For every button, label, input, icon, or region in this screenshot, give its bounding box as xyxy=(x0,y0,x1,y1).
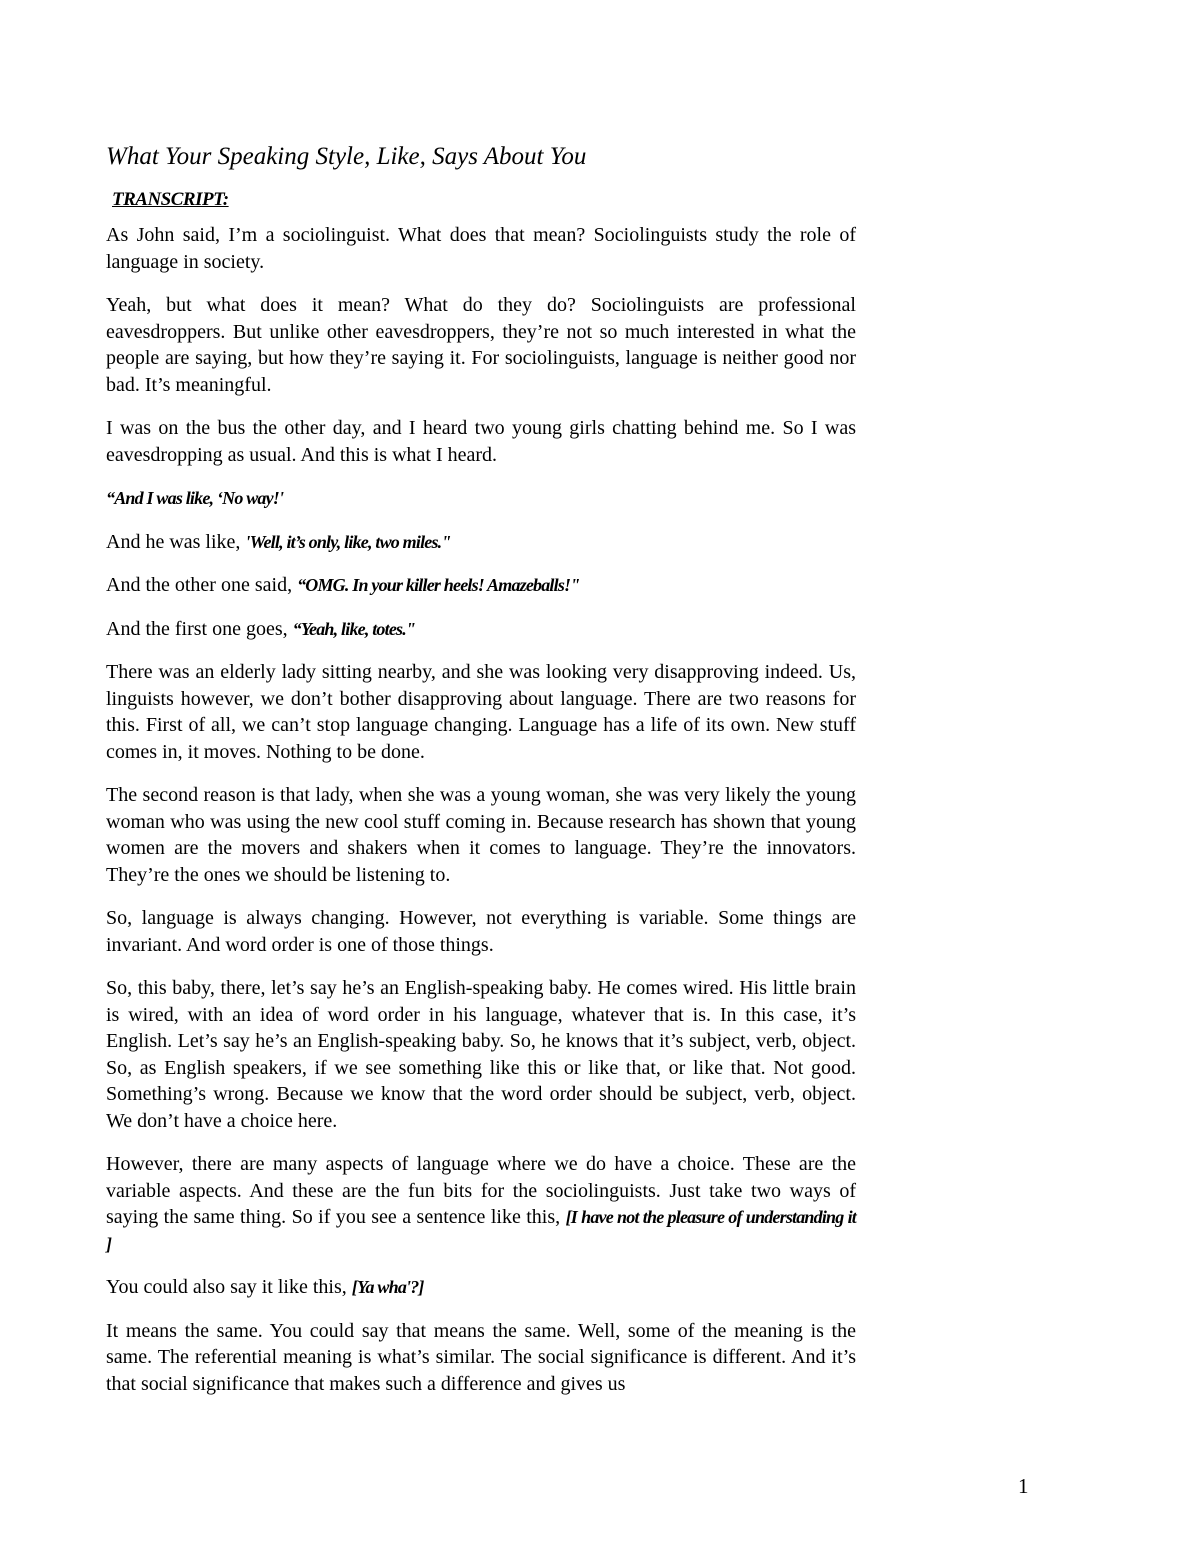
paragraph-14: It means the same. You could say that means the same. Well, some of the meaning is the same. The referential meaning is what’s similar. The social significance is different. And it’s that social significance that makes such a difference and gives us xyxy=(106,1319,856,1395)
quote-intro: And the first one goes, xyxy=(106,617,293,640)
paragraph-3: I was on the bus the other day, and I heard two young girls chatting behind me. So I was eavesdropping as usual. And this is what I heard. xyxy=(106,417,856,466)
paragraph-1: As John said, I’m a sociolinguist. What does that mean? Sociolinguists study the role of language in society. xyxy=(106,224,856,273)
quote-line-2 xyxy=(106,529,856,556)
paragraph-12 xyxy=(106,1151,856,1257)
paragraph-2: Yeah, but what does it mean? What do they do? Sociolinguists are professional eavesdroppers. But unlike other eavesdroppers, they’re not so much interested in what the people are saying, but how they’re saying it. For sociolinguists, language is neither good nor bad. It’s meaningful. xyxy=(106,294,856,396)
paragraph-10: So, language is always changing. However, not everything is variable. Some things are invariant. And word order is one of those things. xyxy=(106,907,856,956)
quote-line-3 xyxy=(106,572,856,599)
page-content xyxy=(106,140,856,1414)
quote-text: “Yeah, like, totes." xyxy=(292,618,416,639)
quote-text: “OMG. In your killer heels! Amazeballs!" xyxy=(297,575,580,595)
quote-text: 'Well, it’s only, like, two miles." xyxy=(245,531,451,552)
quote-intro: And the other one said, xyxy=(106,574,298,596)
quote-text: [I have not the pleasure of understanding it ] xyxy=(106,1207,856,1254)
paragraph-text: However, there are many aspects of language where we do have a choice. These are the variable aspects. And these are the fun bits for the sociolinguists. Just take two ways of saying the same thing. So if you see a sentence like this, xyxy=(106,1153,856,1228)
quote-intro: And he was like, xyxy=(106,530,246,553)
transcript-heading: TRANSCRIPT: xyxy=(112,189,229,210)
quote-text: [Ya wha'?] xyxy=(351,1277,424,1297)
quote-line-4 xyxy=(106,616,856,643)
page-number: 1 xyxy=(1018,1474,1029,1498)
paragraph-8: There was an elderly lady sitting nearby, and she was looking very disapproving indeed. Us, linguists however, we don’t bother disapproving about language. There are two reasons for this. First of all, we can’t stop language changing. Language has a life of its own. New stuff comes in, it moves. Nothing to be done. xyxy=(106,661,856,763)
paragraph-text: You could also say it like this, xyxy=(106,1276,352,1298)
quote-line-1 xyxy=(106,485,856,512)
paragraph-13 xyxy=(106,1274,856,1301)
paragraph-9: The second reason is that lady, when she was a young woman, she was very likely the young woman who was using the new cool stuff coming in. Because research has shown that young women are the movers and shakers when it comes to language. They’re the innovators. They’re the ones we should be listening to. xyxy=(106,784,856,886)
document-title: What Your Speaking Style, Like, Says About You xyxy=(106,143,587,170)
quote-text: “And I was like, ‘No way!' xyxy=(106,488,284,508)
paragraph-11: So, this baby, there, let’s say he’s an English-speaking baby. He comes wired. His little brain is wired, with an idea of word order in his language, whatever that is. In this case, it’s English. Let’s say he’s an English-speaking baby. So, he knows that it’s subject, verb, object. So, as English speakers, if we see something like this or like that, or like that. Not good. Something’s wrong. Because we know that the word order should be subject, verb, object. We don’t have a choice here. xyxy=(106,977,856,1132)
